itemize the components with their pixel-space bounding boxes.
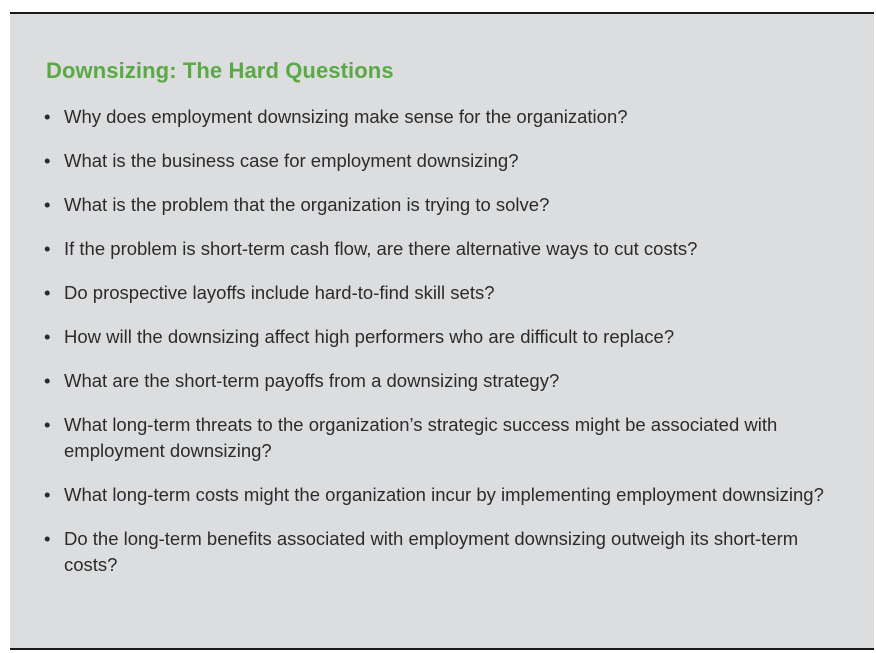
list-item <box>44 148 834 174</box>
list-item <box>44 526 834 578</box>
question-text: What long-term threats to the organization’s strategic success might be associated with employment downsizing? <box>64 414 778 461</box>
question-list <box>44 104 834 596</box>
list-item <box>44 104 834 130</box>
bullet-icon: • <box>44 484 51 505</box>
question-text: What long-term costs might the organization incur by implementing employment downsizing? <box>64 484 824 505</box>
page-title: Downsizing: The Hard Questions <box>46 58 394 83</box>
question-text: If the problem is short-term cash flow, are there alternative ways to cut costs? <box>64 238 698 259</box>
bullet-icon: • <box>44 238 51 259</box>
bullet-icon: • <box>44 414 51 435</box>
bottom-rule <box>10 648 874 650</box>
question-text: How will the downsizing affect high performers who are difficult to replace? <box>64 326 675 347</box>
list-item <box>44 324 834 350</box>
bullet-icon: • <box>44 326 51 347</box>
bullet-icon: • <box>44 370 51 391</box>
list-item <box>44 368 834 394</box>
question-text: What are the short-term payoffs from a downsizing strategy? <box>64 370 560 391</box>
bullet-icon: • <box>44 528 51 549</box>
question-text: Why does employment downsizing make sense for the organization? <box>64 106 628 127</box>
question-text: Do prospective layoffs include hard-to-find skill sets? <box>64 282 495 303</box>
bullet-icon: • <box>44 282 51 303</box>
bullet-icon: • <box>44 150 51 171</box>
list-item <box>44 236 834 262</box>
question-text: What is the business case for employment downsizing? <box>64 150 519 171</box>
list-item <box>44 192 834 218</box>
list-item <box>44 280 834 306</box>
bullet-icon: • <box>44 106 51 127</box>
question-text: Do the long-term benefits associated with employment downsizing outweigh its short-term costs? <box>64 528 799 575</box>
list-item <box>44 412 834 464</box>
bullet-icon: • <box>44 194 51 215</box>
question-text: What is the problem that the organization is trying to solve? <box>64 194 550 215</box>
list-item <box>44 482 834 508</box>
